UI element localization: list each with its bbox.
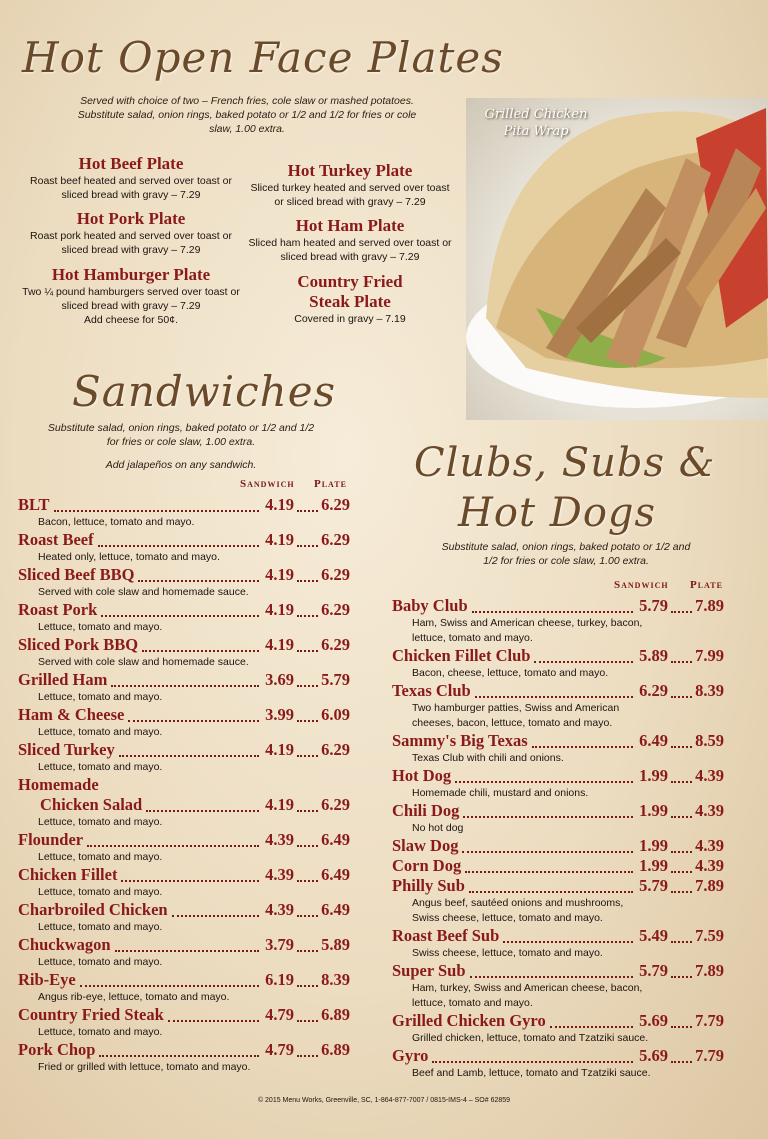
menu-item-desc: No hot dog [412,822,464,834]
menu-item-name: Rib-Eye [18,970,76,989]
plate-price: 4.39 [695,856,724,875]
menu-item [18,705,350,740]
sandwich-price: 1.99 [639,766,668,785]
menu-item-row [18,705,350,725]
menu-item [392,596,724,646]
dot-leader [472,597,633,613]
hot-plate-extra: Add cheese for 50¢. [84,314,178,326]
plate-price: 5.89 [321,935,350,954]
dot-leader [534,647,633,663]
plate-price: 6.29 [321,530,350,549]
hot-plates-note: Served with choice of two – French fries, cole slaw or mashed potatoes. Substitute salad, onion rings, baked potato or 1/2 and 1/2 for fries or cole slaw, 1.00 extra. [77,95,417,135]
menu-item [392,681,724,731]
price-separator [297,601,318,617]
sandwich-price: 4.39 [265,830,294,849]
menu-item-row [18,970,350,990]
dot-leader [80,971,259,987]
dot-leader [462,837,633,853]
menu-item [18,740,350,775]
menu-item-desc: Lettuce, tomato and mayo. [38,956,163,968]
hot-plate-name: Hot Pork Plate [76,209,186,228]
menu-item-desc: Lettuce, tomato and mayo. [38,851,163,863]
clubs-heading-line2: Hot Dogs [458,490,657,536]
menu-item-desc: Lettuce, tomato and mayo. [38,921,163,933]
menu-item-desc: Lettuce, tomato and mayo. [38,691,163,703]
menu-item-name: Sliced Pork BBQ [18,635,139,654]
menu-item-name: Chicken Fillet Club [392,646,531,665]
copyright-footer: © 2015 Menu Works, Greenville, SC, 1-864-877-7007 / 0815-IMS-4 – SO# 62859 [257,1097,511,1104]
menu-item-row [18,740,350,760]
menu-item-desc: Texas Club with chili and onions. [412,752,564,764]
sandwich-price: 5.89 [639,646,668,665]
price-separator [671,767,692,783]
dot-leader [121,866,259,882]
hot-plate-item [20,265,242,327]
dot-leader [115,936,259,952]
menu-item-name: Baby Club [392,596,468,615]
menu-item [18,670,350,705]
price-separator [297,531,318,547]
menu-item [392,961,724,1011]
menu-item-name: Country Fried Steak [18,1005,164,1024]
dot-leader [172,901,259,917]
menu-item [18,830,350,865]
plate-price: 6.29 [321,635,350,654]
price-separator [297,831,318,847]
menu-item [18,970,350,1005]
dot-leader [503,927,633,943]
menu-item [18,935,350,970]
dot-leader [168,1006,259,1022]
sandwich-price: 4.19 [265,565,294,584]
menu-item-row [392,961,724,981]
hot-plate-name: Hot Hamburger Plate [51,265,211,284]
menu-item [18,495,350,530]
sandwich-price: 4.19 [265,795,294,814]
plate-price: 4.39 [695,801,724,820]
menu-item-desc: Lettuce, tomato and mayo. [38,621,163,633]
sandwich-price: 5.79 [639,961,668,980]
menu-item-row [392,681,724,701]
price-separator [297,636,318,652]
hot-plate-item [282,272,418,326]
price-separator [671,927,692,943]
sandwich-price: 3.69 [265,670,294,689]
menu-item-row [18,1005,350,1025]
plate-price: 6.29 [321,795,350,814]
plate-price: 6.89 [321,1005,350,1024]
price-separator [297,936,318,952]
menu-item-desc: Bacon, cheese, lettuce, tomato and mayo. [412,667,609,679]
menu-item-name: Chicken Fillet [18,865,118,884]
price-separator [297,901,318,917]
menu-item-desc: Served with cole slaw and homemade sauce. [38,586,249,598]
hot-plate-item [248,216,452,264]
sandwich-price: 4.79 [265,1040,294,1059]
menu-item-name: Roast Pork [18,600,98,619]
dot-leader [475,682,633,698]
menu-item [392,731,724,766]
menu-item-name: Gyro [392,1046,429,1065]
dot-leader [128,706,259,722]
menu-item-name: Flounder [18,830,84,849]
dot-leader [463,802,633,818]
dot-leader [138,566,259,582]
menu-item-name-line2: Chicken Salad [40,795,143,814]
plate-price: 6.49 [321,900,350,919]
sandwich-price: 6.29 [639,681,668,700]
menu-item [18,1005,350,1040]
menu-item-desc: Swiss cheese, lettuce, tomato and mayo. [412,947,603,959]
menu-item [392,801,724,836]
menu-item-row [18,600,350,620]
plate-price: 7.89 [695,961,724,980]
hot-plate-desc: Covered in gravy – 7.19 [294,313,406,325]
plate-price: 7.99 [695,646,724,665]
plate-price: 4.39 [695,836,724,855]
sandwich-price: 5.79 [639,876,668,895]
menu-item-desc: Ham, turkey, Swiss and American cheese, bacon, lettuce, tomato and mayo. [412,982,643,1009]
menu-item-row [18,670,350,690]
dot-leader [111,671,259,687]
menu-item-desc: Beef and Lamb, lettuce, tomato and Tzatziki sauce. [412,1067,651,1079]
plate-price: 7.89 [695,876,724,895]
plate-price: 6.29 [321,600,350,619]
sandwich-col-header: Sandwich [240,478,295,490]
sandwich-price: 4.19 [265,635,294,654]
sandwich-price: 3.99 [265,705,294,724]
menu-item-name: BLT [18,495,50,514]
sandwich-price: 5.69 [639,1046,668,1065]
hot-plate-name: Country Fried Steak Plate [297,272,403,311]
price-separator [297,496,318,512]
menu-item [392,1011,724,1046]
menu-item-desc: Angus rib-eye, lettuce, tomato and mayo. [38,991,230,1003]
plate-price: 6.29 [321,740,350,759]
plate-price: 6.89 [321,1040,350,1059]
menu-item-desc: Heated only, lettuce, tomato and mayo. [38,551,220,563]
sandwich-price: 4.39 [265,865,294,884]
menu-item-name: Sliced Turkey [18,740,115,759]
menu-item-row [392,926,724,946]
dot-leader [101,601,259,617]
menu-item-row [18,495,350,515]
plate-price: 7.89 [695,596,724,615]
clubs-sandwich-col-header: Sandwich [614,579,669,591]
plate-price: 5.79 [321,670,350,689]
sandwich-list [18,495,350,1075]
menu-item-row [18,830,350,850]
sandwich-price: 1.99 [639,836,668,855]
dot-leader [532,732,633,748]
menu-item-row [392,731,724,751]
price-separator [671,962,692,978]
sandwich-price: 4.39 [265,900,294,919]
price-separator [671,1012,692,1028]
menu-item-row [392,646,724,666]
menu-item-row [392,766,724,786]
menu-item-desc: Grilled chicken, lettuce, tomato and Tzatziki sauce. [412,1032,649,1044]
sandwich-price: 4.79 [265,1005,294,1024]
dot-leader [142,636,259,652]
hot-plate-item [20,154,242,202]
menu-item [392,926,724,961]
menu-item-row [392,596,724,616]
dot-leader [550,1012,633,1028]
menu-item-row [18,530,350,550]
menu-item [18,865,350,900]
menu-item-row [392,801,724,821]
plate-price: 7.79 [695,1046,724,1065]
menu-item-row [18,565,350,585]
price-separator [297,1006,318,1022]
menu-item-row [392,876,724,896]
menu-item [18,900,350,935]
menu-item-row [18,935,350,955]
dot-leader [119,741,259,757]
menu-item-row [18,865,350,885]
menu-item-desc: Lettuce, tomato and mayo. [38,726,163,738]
hot-plate-desc: Roast pork heated and served over toast or sliced bread with gravy – 7.29 [30,230,232,256]
menu-item-name: Grilled Chicken Gyro [392,1011,546,1030]
plate-price: 6.29 [321,495,350,514]
sandwiches-note: Substitute salad, onion rings, baked potato or 1/2 and 1/2 for fries or cole slaw, 1.00 extra. [47,422,315,448]
menu-item [18,600,350,635]
price-separator [671,877,692,893]
hot-plate-item [20,209,242,257]
menu-item [392,856,724,876]
sandwich-price: 4.19 [265,740,294,759]
sandwich-price: 3.79 [265,935,294,954]
price-separator [297,866,318,882]
sandwich-price: 1.99 [639,801,668,820]
menu-item-name: Sliced Beef BBQ [18,565,135,584]
menu-item [392,766,724,801]
menu-item [392,1046,724,1081]
sandwich-price: 5.49 [639,926,668,945]
menu-item-name: Roast Beef Sub [392,926,500,945]
menu-item-row [392,836,724,856]
price-separator [297,971,318,987]
menu-item-desc: Ham, Swiss and American cheese, turkey, bacon, lettuce, tomato and mayo. [412,617,643,644]
menu-item-desc: Homemade chili, mustard and onions. [412,787,589,799]
hot-plate-item [248,161,452,209]
menu-item [18,1040,350,1075]
clubs-plate-col-header: Plate [690,579,723,591]
dot-leader [469,877,633,893]
menu-item-row [18,775,350,815]
plate-price: 8.39 [321,970,350,989]
menu-item-desc: Fried or grilled with lettuce, tomato and mayo. [38,1061,251,1073]
pita-wrap-illustration [466,98,768,420]
price-separator [297,1041,318,1057]
menu-item-name: Charbroiled Chicken [18,900,168,919]
hot-plate-desc: Sliced ham heated and served over toast or sliced bread with gravy – 7.29 [248,237,452,263]
menu-item-name: Chili Dog [392,801,460,820]
sandwich-price: 6.49 [639,731,668,750]
menu-item [18,565,350,600]
dot-leader [432,1047,633,1063]
sandwich-price: 5.69 [639,1011,668,1030]
price-separator [671,837,692,853]
food-photo [466,98,768,420]
menu-item-desc: Lettuce, tomato and mayo. [38,816,163,828]
menu-item-desc: Two hamburger patties, Swiss and American cheeses, bacon, lettuce, tomato and mayo. [412,702,620,729]
plate-price: 6.49 [321,865,350,884]
sandwich-price: 1.99 [639,856,668,875]
plate-price: 4.39 [695,766,724,785]
plate-price: 8.59 [695,731,724,750]
dot-leader [146,796,259,812]
price-separator [297,566,318,582]
plate-price: 6.09 [321,705,350,724]
menu-item-row [392,856,724,876]
price-separator [671,1047,692,1063]
hot-plate-desc: Two ¼ pound hamburgers served over toast or sliced bread with gravy – 7.29 [22,286,240,312]
hot-plate-name: Hot Ham Plate [295,216,405,235]
menu-item-desc: Bacon, lettuce, tomato and mayo. [38,516,195,528]
price-separator [671,857,692,873]
sandwich-price: 4.19 [265,530,294,549]
sandwich-price: 4.19 [265,495,294,514]
menu-item-desc: Lettuce, tomato and mayo. [38,886,163,898]
plate-price: 7.59 [695,926,724,945]
menu-item-name: Sammy's Big Texas [392,731,528,750]
sandwiches-heading: Sandwiches [72,367,337,416]
menu-item-row [18,635,350,655]
dot-leader [465,857,633,873]
price-separator [297,671,318,687]
menu-item-row [392,1011,724,1031]
menu-item-name: Ham & Cheese [18,705,125,724]
menu-item-desc: Lettuce, tomato and mayo. [38,1026,163,1038]
clubs-note: Substitute salad, onion rings, baked potato or 1/2 and 1/2 for fries or cole slaw, 1.00 extra. [441,541,691,567]
price-separator [671,732,692,748]
menu-item-desc: Served with cole slaw and homemade sauce. [38,656,249,668]
menu-item-desc: Lettuce, tomato and mayo. [38,761,163,773]
sandwich-price: 4.19 [265,600,294,619]
menu-item [392,836,724,856]
dot-leader [99,1041,259,1057]
dot-leader [470,962,633,978]
menu-item-name: Pork Chop [18,1040,96,1059]
menu-item-name: Philly Sub [392,876,465,895]
clubs-heading-line1: Clubs, Subs & [414,440,716,486]
menu-item-name: Super Sub [392,961,466,980]
clubs-list [392,596,724,1081]
sandwich-price: 6.19 [265,970,294,989]
menu-item-name: Hot Dog [392,766,452,785]
plate-col-header: Plate [314,478,347,490]
menu-item-row [392,1046,724,1066]
price-separator [671,802,692,818]
hot-plates-heading: Hot Open Face Plates [22,33,504,82]
dot-leader [98,531,259,547]
menu-item-name: Texas Club [392,681,471,700]
price-separator [297,706,318,722]
menu-item-name: Corn Dog [392,856,462,875]
price-separator [671,682,692,698]
dot-leader [54,496,259,512]
hot-plate-name: Hot Beef Plate [78,154,184,173]
hot-plate-desc: Sliced turkey heated and served over toast or sliced bread with gravy – 7.29 [250,182,450,208]
menu-item-name: Grilled Ham [18,670,108,689]
sandwich-price: 5.79 [639,596,668,615]
hot-plate-desc: Roast beef heated and served over toast or sliced bread with gravy – 7.29 [30,175,232,201]
menu-item-desc: Angus beef, sautéed onions and mushrooms, Swiss cheese, lettuce, tomato and mayo. [412,897,624,924]
plate-price: 6.29 [321,565,350,584]
menu-item [18,775,350,830]
photo-caption: Grilled Chicken Pita Wrap [484,107,588,139]
menu-item-name: Homemade [18,775,99,794]
menu-item-name: Slaw Dog [392,836,459,855]
menu-item-name: Chuckwagon [18,935,111,954]
menu-item [18,635,350,670]
plate-price: 7.79 [695,1011,724,1030]
price-separator [671,647,692,663]
menu-item-row [18,900,350,920]
menu-item [18,530,350,565]
price-separator [297,741,318,757]
dot-leader [455,767,633,783]
hot-plate-name: Hot Turkey Plate [287,161,413,180]
menu-item [392,646,724,681]
price-separator [671,597,692,613]
plate-price: 6.49 [321,830,350,849]
price-separator [297,796,318,812]
menu-item-name: Roast Beef [18,530,94,549]
sandwiches-note-jalapeno: Add jalapeños on any sandwich. [105,459,257,471]
menu-item [392,876,724,926]
menu-item-row [18,1040,350,1060]
plate-price: 8.39 [695,681,724,700]
dot-leader [87,831,259,847]
